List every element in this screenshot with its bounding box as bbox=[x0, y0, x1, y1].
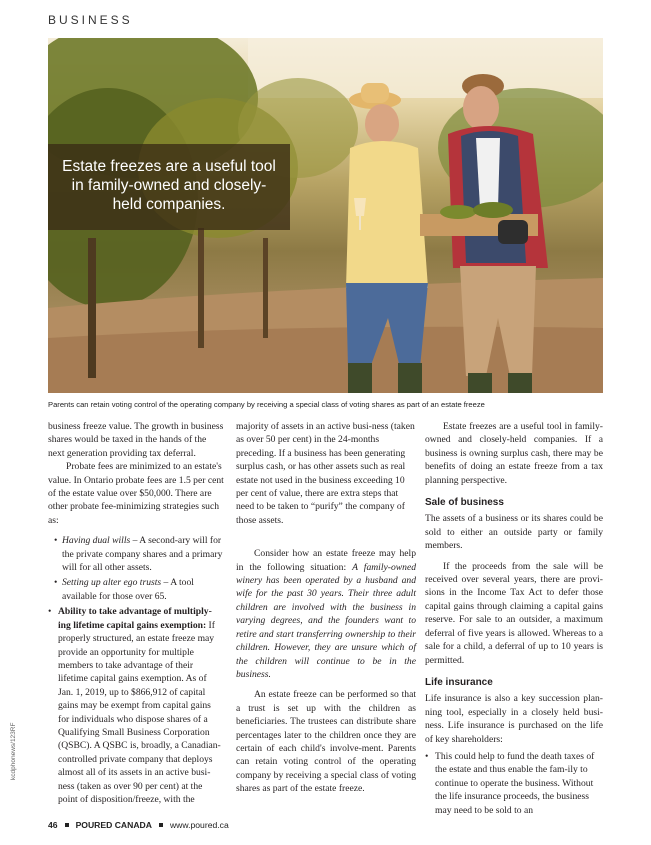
list-item-text: – A second-ary will for the private company shares and a primary will for all other assets. bbox=[62, 535, 223, 574]
article-column-1 bbox=[48, 420, 224, 813]
list-item-term: Ability to take advantage of multiply-ing lifetime capital gains exemption: bbox=[58, 606, 212, 631]
list-item-text: This could help to fund the death taxes of the estate and thus enable the fam-ily to continue to operate the business. Without the life insurance proceeds, the business may need to be sold to an bbox=[435, 750, 595, 816]
page-number: 46 bbox=[48, 820, 58, 830]
separator bbox=[159, 823, 163, 827]
list-item: • Setting up alter ego trusts – A tool available for those over 65. bbox=[54, 577, 194, 602]
paragraph: Life insurance is also a key succession plan-ning tool, especially in a closely held busi-ness. Life insurance is purchased on the life of key shareholders: bbox=[425, 693, 603, 745]
subheading: Sale of business bbox=[425, 497, 504, 509]
page-footer bbox=[48, 820, 229, 830]
paragraph: majority of assets in an active busi-ness (taken as over 50 per cent) in the 24-months preceding. If a business has been generating surplus cash, or has other assets such as real estate not used in the business exceeding 10 per cent of value, there are extra steps that need to be taken to “purify” the company of those assets. bbox=[236, 421, 415, 526]
article-column-3 bbox=[425, 420, 603, 824]
article-column-2 bbox=[236, 420, 416, 803]
list-item-text: – A tool available for those over 65. bbox=[62, 577, 194, 602]
separator bbox=[65, 823, 69, 827]
scenario-text: A family-owned winery has been operated by a husband and wife for the past 30 years. Their three adult children are involved with the business in varying degrees, and the founders want to retire and start transferring ownership to their children. However, they are unsure which of the children will continue to be in the business. bbox=[236, 561, 416, 680]
paragraph: An estate freeze can be performed so that a trust is set up with the children as beneficiaries. The trustees can distribute share percentages later to the children once they are certain of each child's involve-ment. Parents can retain voting control of the operating company by receiving a special class of voting shares as part of the estate freeze. bbox=[236, 689, 416, 795]
paragraph: The assets of a business or its shares could be sold to either an outside party or family members. bbox=[425, 513, 603, 552]
paragraph-lead: Consider how an estate freeze may help in the following situation: bbox=[236, 548, 416, 573]
list-item-term: Having dual wills bbox=[62, 535, 131, 547]
list-item-term: Setting up alter ego trusts bbox=[62, 577, 162, 589]
section-label: BUSINESS bbox=[48, 13, 133, 27]
website-link[interactable]: www.poured.ca bbox=[169, 820, 229, 830]
paragraph: Estate freezes are a useful tool in family-owned and closely-held companies. If a business is owning surplus cash, there may be benefits of doing an estate freeze from a tax planning perspective. bbox=[425, 421, 603, 486]
paragraph bbox=[236, 547, 416, 681]
pull-quote: Estate freezes are a useful tool in family-owned and closely-held companies. bbox=[48, 144, 290, 230]
list-item: • Having dual wills – A second-ary will for the private company shares and a primary will for all other assets. bbox=[54, 535, 223, 574]
paragraph: If the proceeds from the sale will be received over several years, there are provi-sions in the Income Tax Act to defer those capital gains through claiming a capital gains reserve. For sale to an outsider, a maximum deferral of five years is allowed. Whereas to a sale for a child, a deferral of up to 10 years is permitted. bbox=[425, 560, 603, 666]
magazine-name: POURED CANADA bbox=[75, 820, 152, 830]
photo-caption: Parents can retain voting control of the operating company by receiving a special class of voting shares as part of an estate freeze bbox=[48, 400, 485, 409]
list-item: • This could help to fund the death taxes of the estate and thus enable the fam-ily to continue to operate the business. Without the life insurance proceeds, the business may need to be sold to an bbox=[425, 750, 595, 816]
paragraph: business freeze value. The growth in business shares would be taxed in the hands of the next generation providing tax deferral. bbox=[48, 421, 224, 459]
photo-credit: kcdphonews/123RF bbox=[10, 722, 17, 780]
list-item-text: If properly structured, an estate freeze may provide an opportunity for multiple members to take advantage of their lifetime capital gains exemption. As of Jan. 1, 2019, up to $866,912 of capital gains may be exempt from capital gains for individuals who dispose shares of a Qualifying Small Business Corporation (QSBC). A QSBC is, broadly, a Canadian-controlled private company that deploys almost all of its assets in an active busi-ness (taken as over 90 per cent) at the point of disposition/freeze, with the bbox=[58, 619, 221, 805]
list-item: • Ability to take advantage of multiply-ing lifetime capital gains exemption: If properly structured, an estate freeze may provide an opportunity for multiple members to take advantage of their lifetime capital gains exemption. As of Jan. 1, 2019, up to $866,912 of capital gains may be exempt from capital gains for individuals who dispose shares of a Qualifying Small Business Corporation (QSBC). A QSBC is, broadly, a Canadian-controlled private company that deploys almost all of its assets in an active busi-ness (taken as over 90 per cent) at the point of disposition/freeze, with the bbox=[48, 606, 221, 805]
subheading: Life insurance bbox=[425, 676, 493, 688]
paragraph: Probate fees are minimized to an estate's value. In Ontario probate fees are 1.5 per cent of the estate value over $50,000. There are other probate fee-minimizing strategies such as: bbox=[48, 461, 224, 526]
